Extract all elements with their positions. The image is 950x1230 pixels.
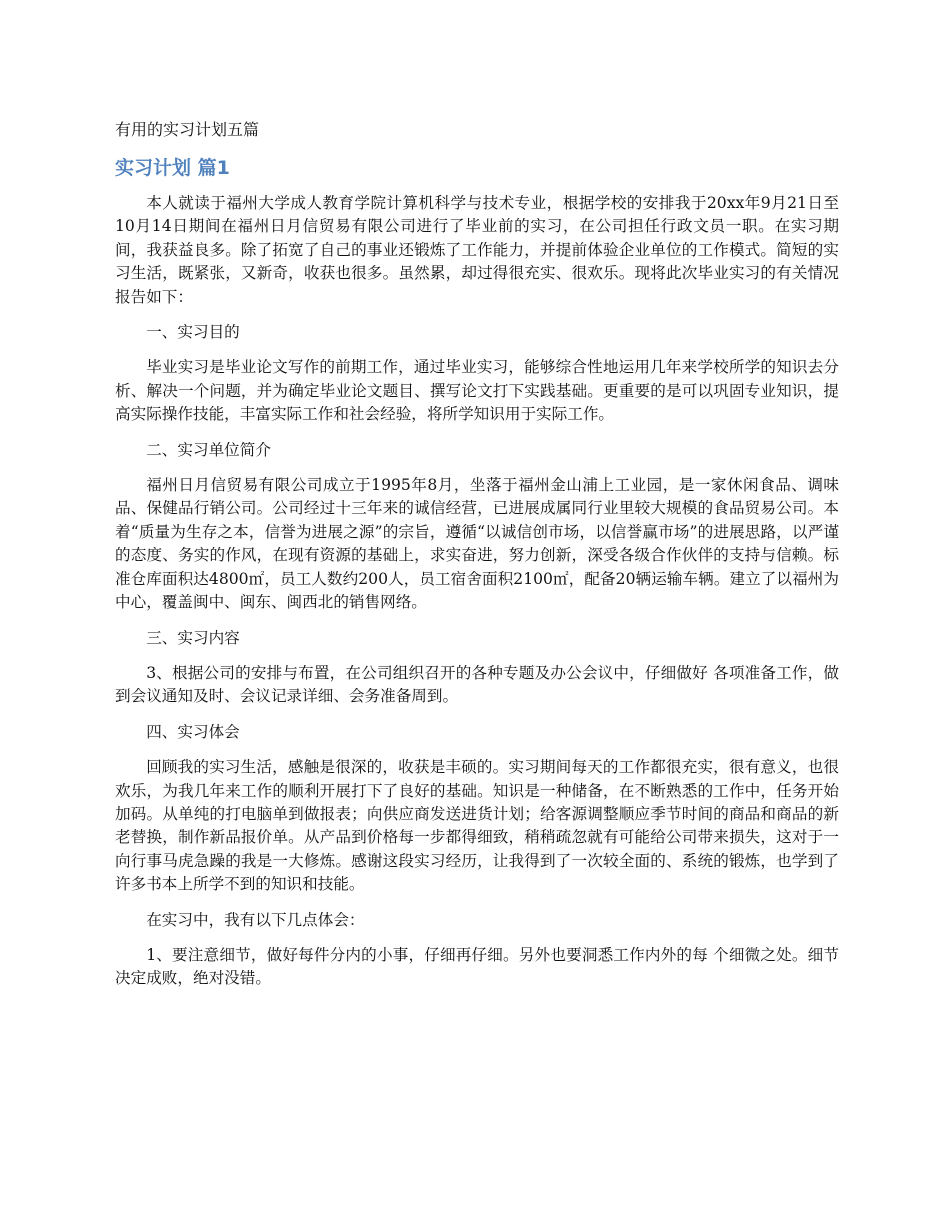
body-paragraph: 3、根据公司的安排与布置，在公司组织召开的各种专题及办公会议中，仔细做好 各项准备工作，做到会议通知及时、会议记录详细、会务准备周到。 — [115, 663, 839, 706]
subsection-heading: 四、实习体会 — [146, 722, 240, 741]
body-paragraph: 毕业实习是毕业论文写作的前期工作，通过毕业实习，能够综合性地运用几年来学校所学的知识去分析、解决一个问题，并为确定毕业论文题目、撰写论文打下实践基础。更重要的是可以巩固专业知识，提高实际操作技能，丰富实际工作和社会经验，将所学知识用于实际工作。 — [115, 358, 839, 424]
document-body — [115, 192, 839, 991]
body-paragraph: 福州日月信贸易有限公司成立于1995年8月，坐落于福州金山浦上工业园，是一家休闲食品、调味品、保健品行销公司。公司经过十三年来的诚信经营，已进展成属同行业里较大规模的食品贸易公司。本着“质量为生存之本，信誉为进展之源”的宗旨，遵循“以诚信创市场，以信誉赢市场”的进展思路，以严谨的态度、务实的作风，在现有资源的基础上，求实奋进，努力创新，深受各级合作伙伴的支持与信赖。标准仓库面积达4800㎡，员工人数约200人，员工宿舍面积2100㎡，配备20辆运输车辆。建立了以福州为中心，覆盖闽中、闽东、闽西北的销售网络。 — [115, 476, 839, 612]
subsection-heading: 三、实习内容 — [146, 628, 240, 647]
body-paragraph: 1、要注意细节，做好每件分内的小事，仔细再仔细。另外也要洞悉工作内外的每 个细微之处。细节决定成败，绝对没错。 — [115, 945, 839, 988]
body-paragraph: 回顾我的实习生活，感触是很深的，收获是丰硕的。实习期间每天的工作都很充实，很有意义，也很欢乐，为我几年来工作的顺利开展打下了良好的基础。知识是一种储备，在不断熟悉的工作中，任务开始加码。从单纯的打电脑单到做报表；向供应商发送进货计划；给客源调整顺应季节时间的商品和商品的新老替换，制作新品报价单。从产品到价格每一步都得细致，稍稍疏忽就有可能给公司带来损失，这对于一向行事马虎急躁的我是一大修炼。感谢这段实习经历，让我得到了一次较全面的、系统的锻炼，也学到了许多书本上所学不到的知识和技能。 — [115, 758, 839, 894]
subsection-heading: 一、实习目的 — [146, 323, 240, 342]
body-paragraph: 在实习中，我有以下几点体会： — [146, 910, 365, 929]
subsection-heading: 二、实习单位简介 — [146, 440, 271, 459]
body-paragraph: 本人就读于福州大学成人教育学院计算机科学与技术专业，根据学校的安排我于20xx年9月21日至10月14日期间在福州日月信贸易有限公司进行了毕业前的实习，在公司担任行政文员一职。在实习期间，我获益良多。除了拓宽了自己的事业还锻炼了工作能力，并提前体验企业单位的工作模式。简短的实习生活，既紧张，又新奇，收获也很多。虽然累，却过得很充实、很欢乐。现将此次毕业实习的有关情况报告如下： — [115, 194, 839, 306]
section-heading: 实习计划 篇1 — [115, 157, 230, 179]
document-title: 有用的实习计划五篇 — [115, 120, 260, 139]
document-page — [115, 118, 839, 1003]
